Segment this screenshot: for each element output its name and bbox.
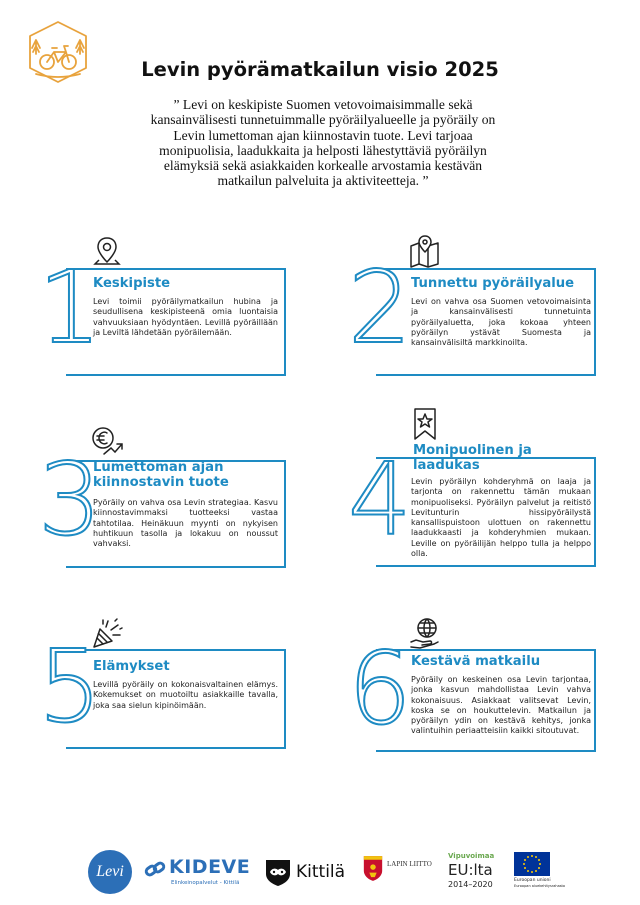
card-body: Levillä pyöräily on kokonaisvaltainen elämys. Kokemukset on muotoiltu asiakkaille tavalla, joka saa sielun kipinöimään. — [93, 680, 278, 710]
chain-link-icon — [144, 858, 166, 880]
eulta-text: EU:lta — [448, 861, 493, 879]
card-title: Kestävä matkailu — [411, 654, 541, 669]
card-number: 5 — [38, 628, 102, 745]
card-title: Tunnettu pyöräilyalue — [411, 276, 575, 291]
eu-label: Euroopan unioni — [514, 878, 551, 883]
card-title: Monipuolinen ja laadukas — [413, 443, 532, 473]
card-body: Levi toimii pyöräilymatkailun hubina ja seudullisena keskipisteenä omia luontaisia vahvuuksiaan hyödyntäen. Levillä pyöräillään ja Leviltä lähdetään pyöräilemään. — [93, 297, 278, 337]
card-body: Levi on vahva osa Suomen vetovoimaisinta ja kansainvälisesti tunnetuinta pyöräilyaluetta, joka kokoaa yhteen pyöräilyn ystävät Suomesta ja kansainvälisiltä markkinoilta. — [411, 297, 591, 348]
card-title: Keskipiste — [93, 276, 171, 291]
bookmark-star-icon — [408, 407, 442, 441]
lapland-coat-of-arms-icon — [362, 854, 384, 882]
card-number: 4 — [348, 441, 412, 558]
card-number: 1 — [38, 249, 102, 366]
map-icon — [408, 234, 442, 268]
footer-logos — [0, 848, 640, 896]
euro-growth-icon — [90, 424, 124, 458]
map-pin-icon — [90, 234, 124, 268]
card-number: 6 — [348, 630, 412, 747]
vision-statement: ” Levi on keskipiste Suomen vetovoimaisimmalle sekä kansainvälisesti tunnetuimmalle pyöräilyalueelle ja pyöräily on Levin lumettoman ajan kiinnostavin tuote. Levi tarjoaa monipuolisia, laadukkaita ja helposti lähestyttäviä pyöräilyn elämyksiä sekä asiakkaiden korkealle arvostamia kestävän matkailun palveluita ja aktiviteetteja. ” — [150, 97, 496, 189]
eu-fund-label: Euroopan aluekehitysrahasto — [514, 884, 566, 888]
card-number: 2 — [348, 249, 412, 366]
kittila-logo — [264, 858, 354, 890]
eu-logo — [514, 852, 564, 894]
lapin-liitto-text: LAPIN LIITTO — [387, 860, 432, 868]
vipuvoimaa-logo — [448, 852, 504, 894]
vipuvoimaa-text: Vipuvoimaa — [448, 852, 495, 860]
card-tunnettu — [346, 230, 596, 380]
card-body: Pyöräily on vahva osa Levin strategiaa. Kasvu kiinnostavimmaksi tuotteeksi vastaa tahtotilaa. Heinäkuun myynti on nykyisen huhtikuun tasolla ja lokakuu on noussut vahvaksi. — [93, 498, 278, 549]
card-monipuolinen — [346, 405, 596, 573]
card-lumettoman — [36, 422, 286, 572]
card-number: 3 — [38, 441, 102, 558]
levi-logo — [88, 850, 132, 894]
card-body: Pyöräily on keskeinen osa Levin tarjontaa, jonka kasvun mahdollistaa Levin vahva kokonaisuus. Asiakkaat valitsevat Levin, koska se on houkuttelevin. Matkailun ja pyöräilyn ydin on kestävä kehitys, jonka valintuihin periaatteisiin kaikki sitoutuvat. — [411, 675, 591, 736]
card-kestava — [346, 614, 596, 759]
card-title: Elämykset — [93, 659, 170, 674]
globe-hand-icon — [408, 616, 442, 650]
card-title: Lumettoman ajan kiinnostavin tuote — [93, 460, 229, 490]
lapin-liitto-logo — [362, 852, 442, 892]
years-text: 2014–2020 — [448, 880, 493, 889]
card-elamykset — [36, 617, 286, 757]
eu-flag-icon — [514, 852, 550, 876]
card-body: Levin pyöräilyn kohderyhmä on laaja ja tarjonta on rakennettu tämän mukaan monipuoliseksi. Pyöräilyn palvelut ja reitistö Levitunturin hissipyöräilystä kansallispuistoon ulottuen on rakennettu laadukkaasti ja kohderyhmien mukaan. Leville on pyöräilijän helppo tulla ja helppo olla. — [411, 477, 591, 559]
party-popper-icon — [90, 617, 124, 651]
kittila-emblem-icon — [264, 858, 292, 886]
kideve-subtext: Elinkeinopalvelut - Kittilä — [171, 880, 240, 886]
page-title: Levin pyörämatkailun visio 2025 — [141, 58, 499, 81]
card-keskipiste — [36, 230, 286, 380]
kideve-text: KIDEVE — [169, 856, 251, 878]
kideve-logo — [144, 856, 254, 890]
kittila-text: Kittilä — [296, 862, 346, 882]
levi-logo-text: Levi — [96, 863, 124, 880]
